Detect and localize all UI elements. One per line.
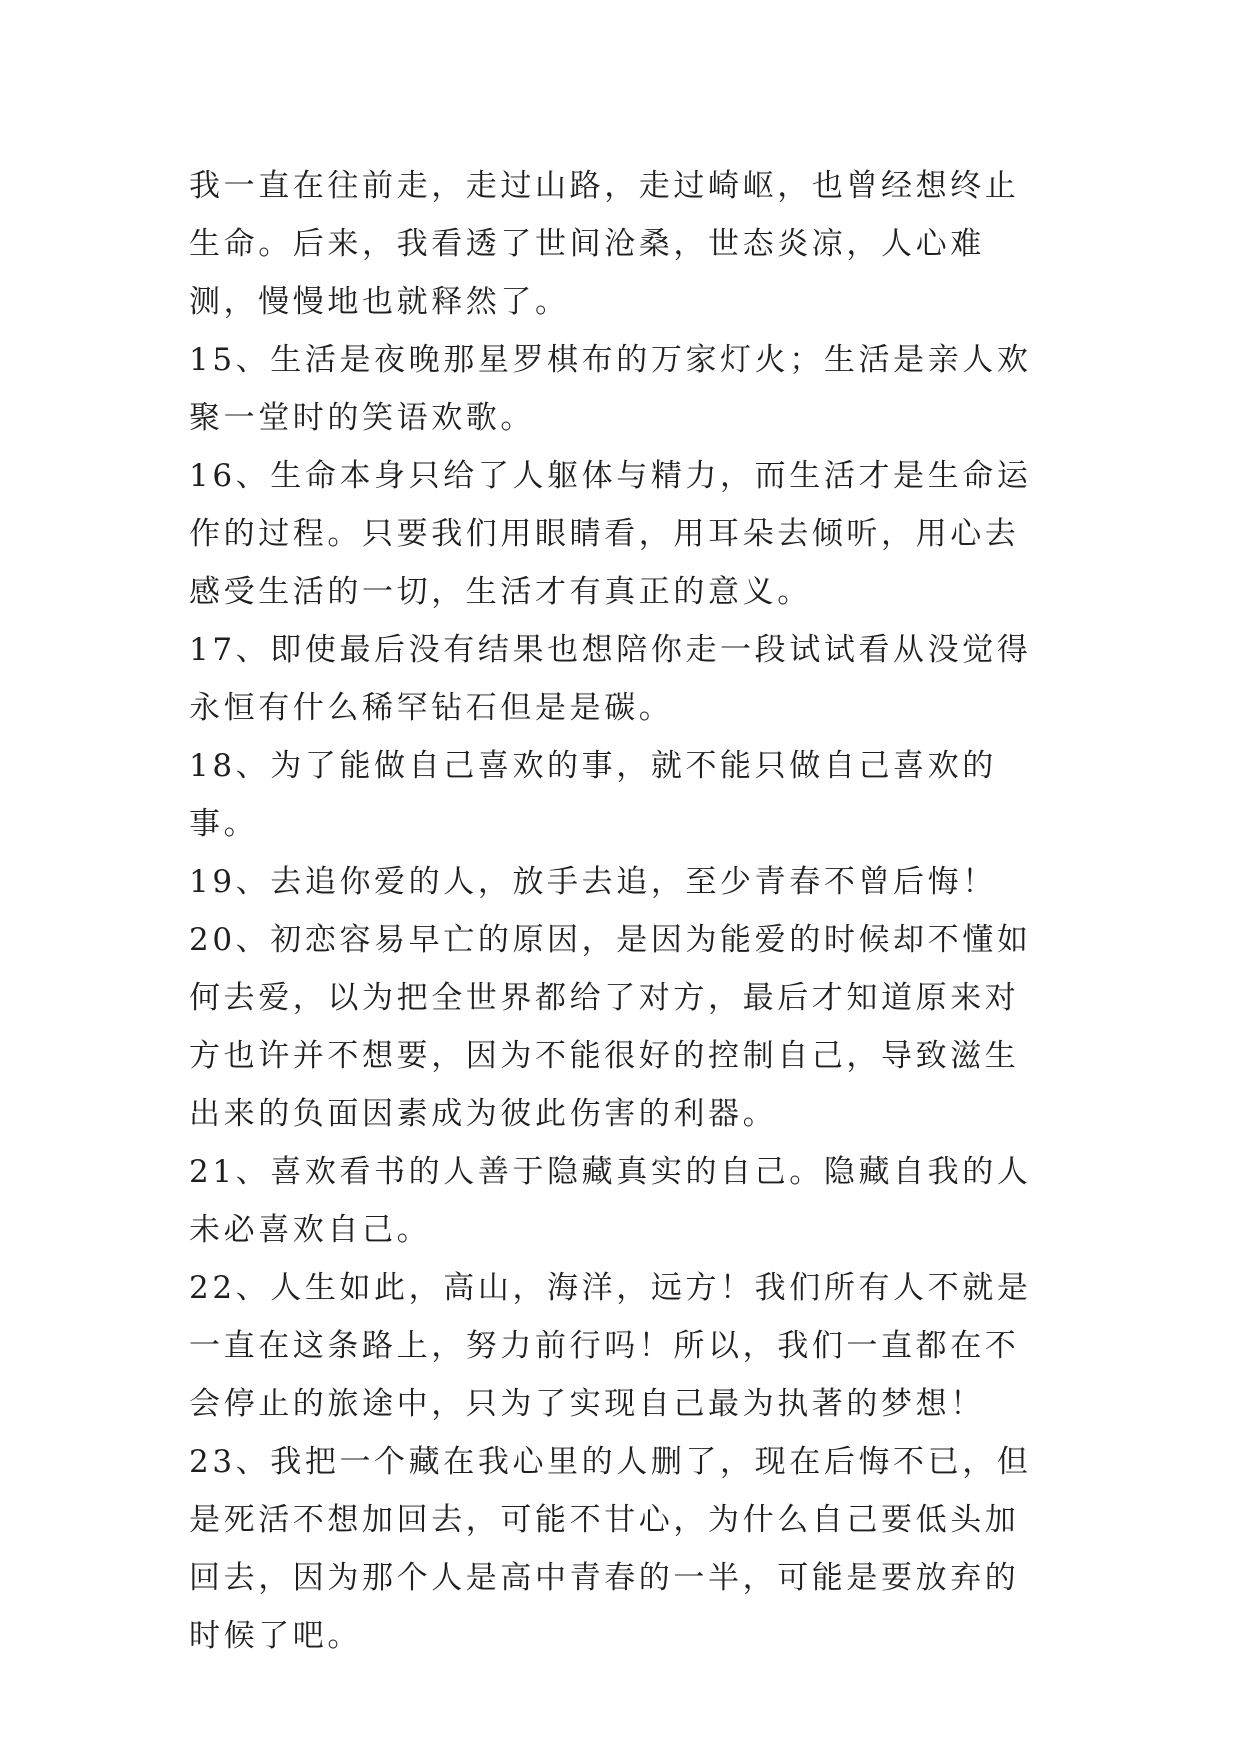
paragraph-23: 23、我把一个藏在我心里的人删了，现在后悔不已，但是死活不想加回去，可能不甘心，为什么自己要低头加回去，因为那个人是高中青春的一半，可能是要放弃的时候了吧。 [189, 1444, 1032, 1654]
paragraph-14-continued: 我一直在往前走，走过山路，走过崎岖，也曾经想终止生命。后来，我看透了世间沧桑，世态炎凉，人心难测，慢慢地也就释然了。 [189, 168, 1020, 320]
paragraph-21: 21、喜欢看书的人善于隐藏真实的自己。隐藏自我的人未必喜欢自己。 [189, 1154, 1032, 1248]
paragraph-18: 18、为了能做自己喜欢的事，就不能只做自己喜欢的事。 [189, 748, 997, 842]
paragraph-17: 17、即使最后没有结果也想陪你走一段试试看从没觉得永恒有什么稀罕钻石但是是碳。 [189, 632, 1032, 726]
document-body [189, 157, 1049, 1665]
paragraph-16: 16、生命本身只给了人躯体与精力，而生活才是生命运作的过程。只要我们用眼睛看，用耳朵去倾听，用心去感受生活的一切，生活才有真正的意义。 [189, 458, 1032, 610]
paragraph-19: 19、去追你爱的人，放手去追，至少青春不曾后悔！ [189, 864, 997, 900]
paragraph-22: 22、人生如此，高山，海洋，远方！我们所有人不就是一直在这条路上，努力前行吗！所以，我们一直都在不会停止的旅途中，只为了实现自己最为执著的梦想！ [189, 1270, 1032, 1422]
paragraph-20: 20、初恋容易早亡的原因，是因为能爱的时候却不懂如何去爱，以为把全世界都给了对方，最后才知道原来对方也许并不想要，因为不能很好的控制自己，导致滋生出来的负面因素成为彼此伤害的利器。 [189, 922, 1032, 1132]
paragraph-15: 15、生活是夜晚那星罗棋布的万家灯火；生活是亲人欢聚一堂时的笑语欢歌。 [189, 342, 1032, 436]
